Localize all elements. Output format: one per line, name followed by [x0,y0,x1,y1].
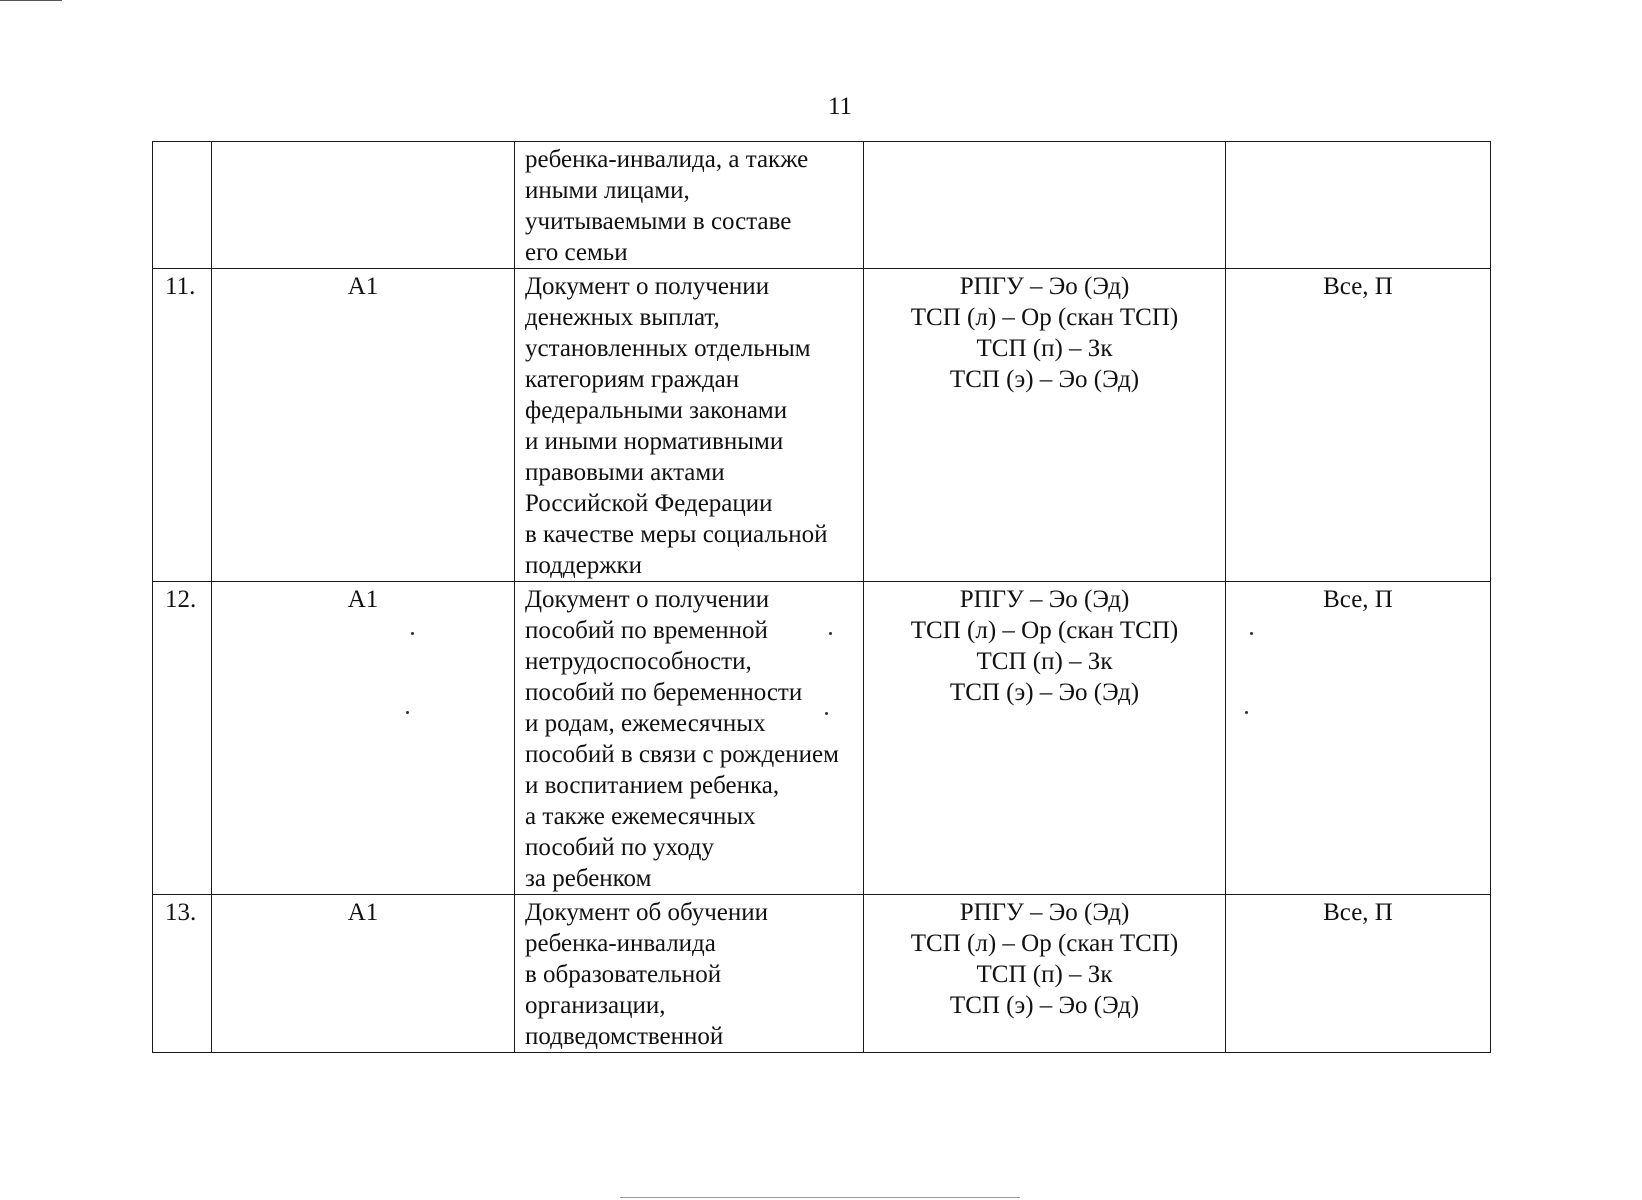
document-line: пособий по беременности [525,679,803,706]
method-line: ТСП (п) – Зк [976,335,1113,362]
document-line: пособий по уходу [525,834,715,861]
document-cell [515,142,864,269]
document-line: организации, [525,992,666,1019]
document-line: его семьи [525,239,628,266]
document-line: категориям граждан [525,366,740,393]
method-line: РПГУ – Эо (Эд) [959,273,1130,300]
scan-speck [1250,632,1253,635]
document-line: а также ежемесячных [525,803,756,830]
scan-edge-mark [620,1197,1020,1198]
method-cell [864,582,1226,895]
code-cell: А1 [212,582,515,895]
document-line: Документ об обучении [525,899,769,926]
table-row [153,895,1491,1053]
scan-speck [825,712,828,715]
method-line: ТСП (э) – Эо (Эд) [949,679,1140,706]
document-line: в качестве меры социальной [525,521,828,548]
document-line: установленных отдельным [525,335,811,362]
scan-edge-mark [0,0,62,1]
method-line: ТСП (п) – Зк [976,648,1113,675]
method-line: ТСП (э) – Эо (Эд) [949,366,1140,393]
document-line: в образовательной [525,961,722,988]
who-cell [1226,142,1491,269]
method-cell [864,269,1226,582]
document-line: за ребенком [525,865,652,892]
document-line: ребенка-инвалида, а также [525,146,809,173]
document-line: и воспитанием ребенка, [525,772,780,799]
table-row [153,582,1491,895]
method-cell [864,142,1226,269]
document-line: пособий в связи с рождением [525,741,839,768]
who-cell: Все, П [1226,582,1491,895]
document-line: и родам, ежемесячных [525,710,766,737]
method-line: ТСП (л) – Ор (скан ТСП) [910,617,1179,644]
method-line: ТСП (п) – Зк [976,961,1113,988]
scan-speck [829,632,832,635]
document-line: пособий по временной [525,617,768,644]
code-cell: А1 [212,269,515,582]
who-cell: Все, П [1226,895,1491,1053]
document-line: правовыми актами [525,459,725,486]
document-line: Документ о получении [525,586,770,613]
table-row [153,269,1491,582]
method-cell [864,895,1226,1053]
row-number-cell: 11. [153,269,212,582]
method-line: ТСП (э) – Эо (Эд) [949,992,1140,1019]
row-number-cell [153,142,212,269]
document-line: денежных выплат, [525,304,720,331]
document-line: Российской Федерации [525,490,773,517]
row-number-cell: 13. [153,895,212,1053]
row-number-cell: 12. [153,582,212,895]
code-cell: А1 [212,895,515,1053]
document-cell [515,582,864,895]
scan-speck [411,632,414,635]
document-line: иными лицами, [525,177,690,204]
scan-speck [1245,711,1248,714]
document-line: подведомственной [525,1023,724,1050]
code-cell [212,142,515,269]
document-table [152,141,1491,1053]
document-line: и иными нормативными [525,428,784,455]
method-line: ТСП (л) – Ор (скан ТСП) [910,304,1179,331]
page-number: 11 [827,93,853,120]
table-row [153,142,1491,269]
method-line: РПГУ – Эо (Эд) [959,586,1130,613]
document-cell [515,895,864,1053]
document-line: поддержки [525,552,642,579]
document-line: учитываемыми в составе [525,208,792,235]
document-line: федеральными законами [525,397,788,424]
document-line: нетрудоспособности, [525,648,752,675]
who-cell: Все, П [1226,269,1491,582]
document-cell [515,269,864,582]
document-line: Документ о получении [525,273,770,300]
scan-speck [406,711,409,714]
document-line: ребенка-инвалида [525,930,716,957]
method-line: РПГУ – Эо (Эд) [959,899,1130,926]
method-line: ТСП (л) – Ор (скан ТСП) [910,930,1179,957]
